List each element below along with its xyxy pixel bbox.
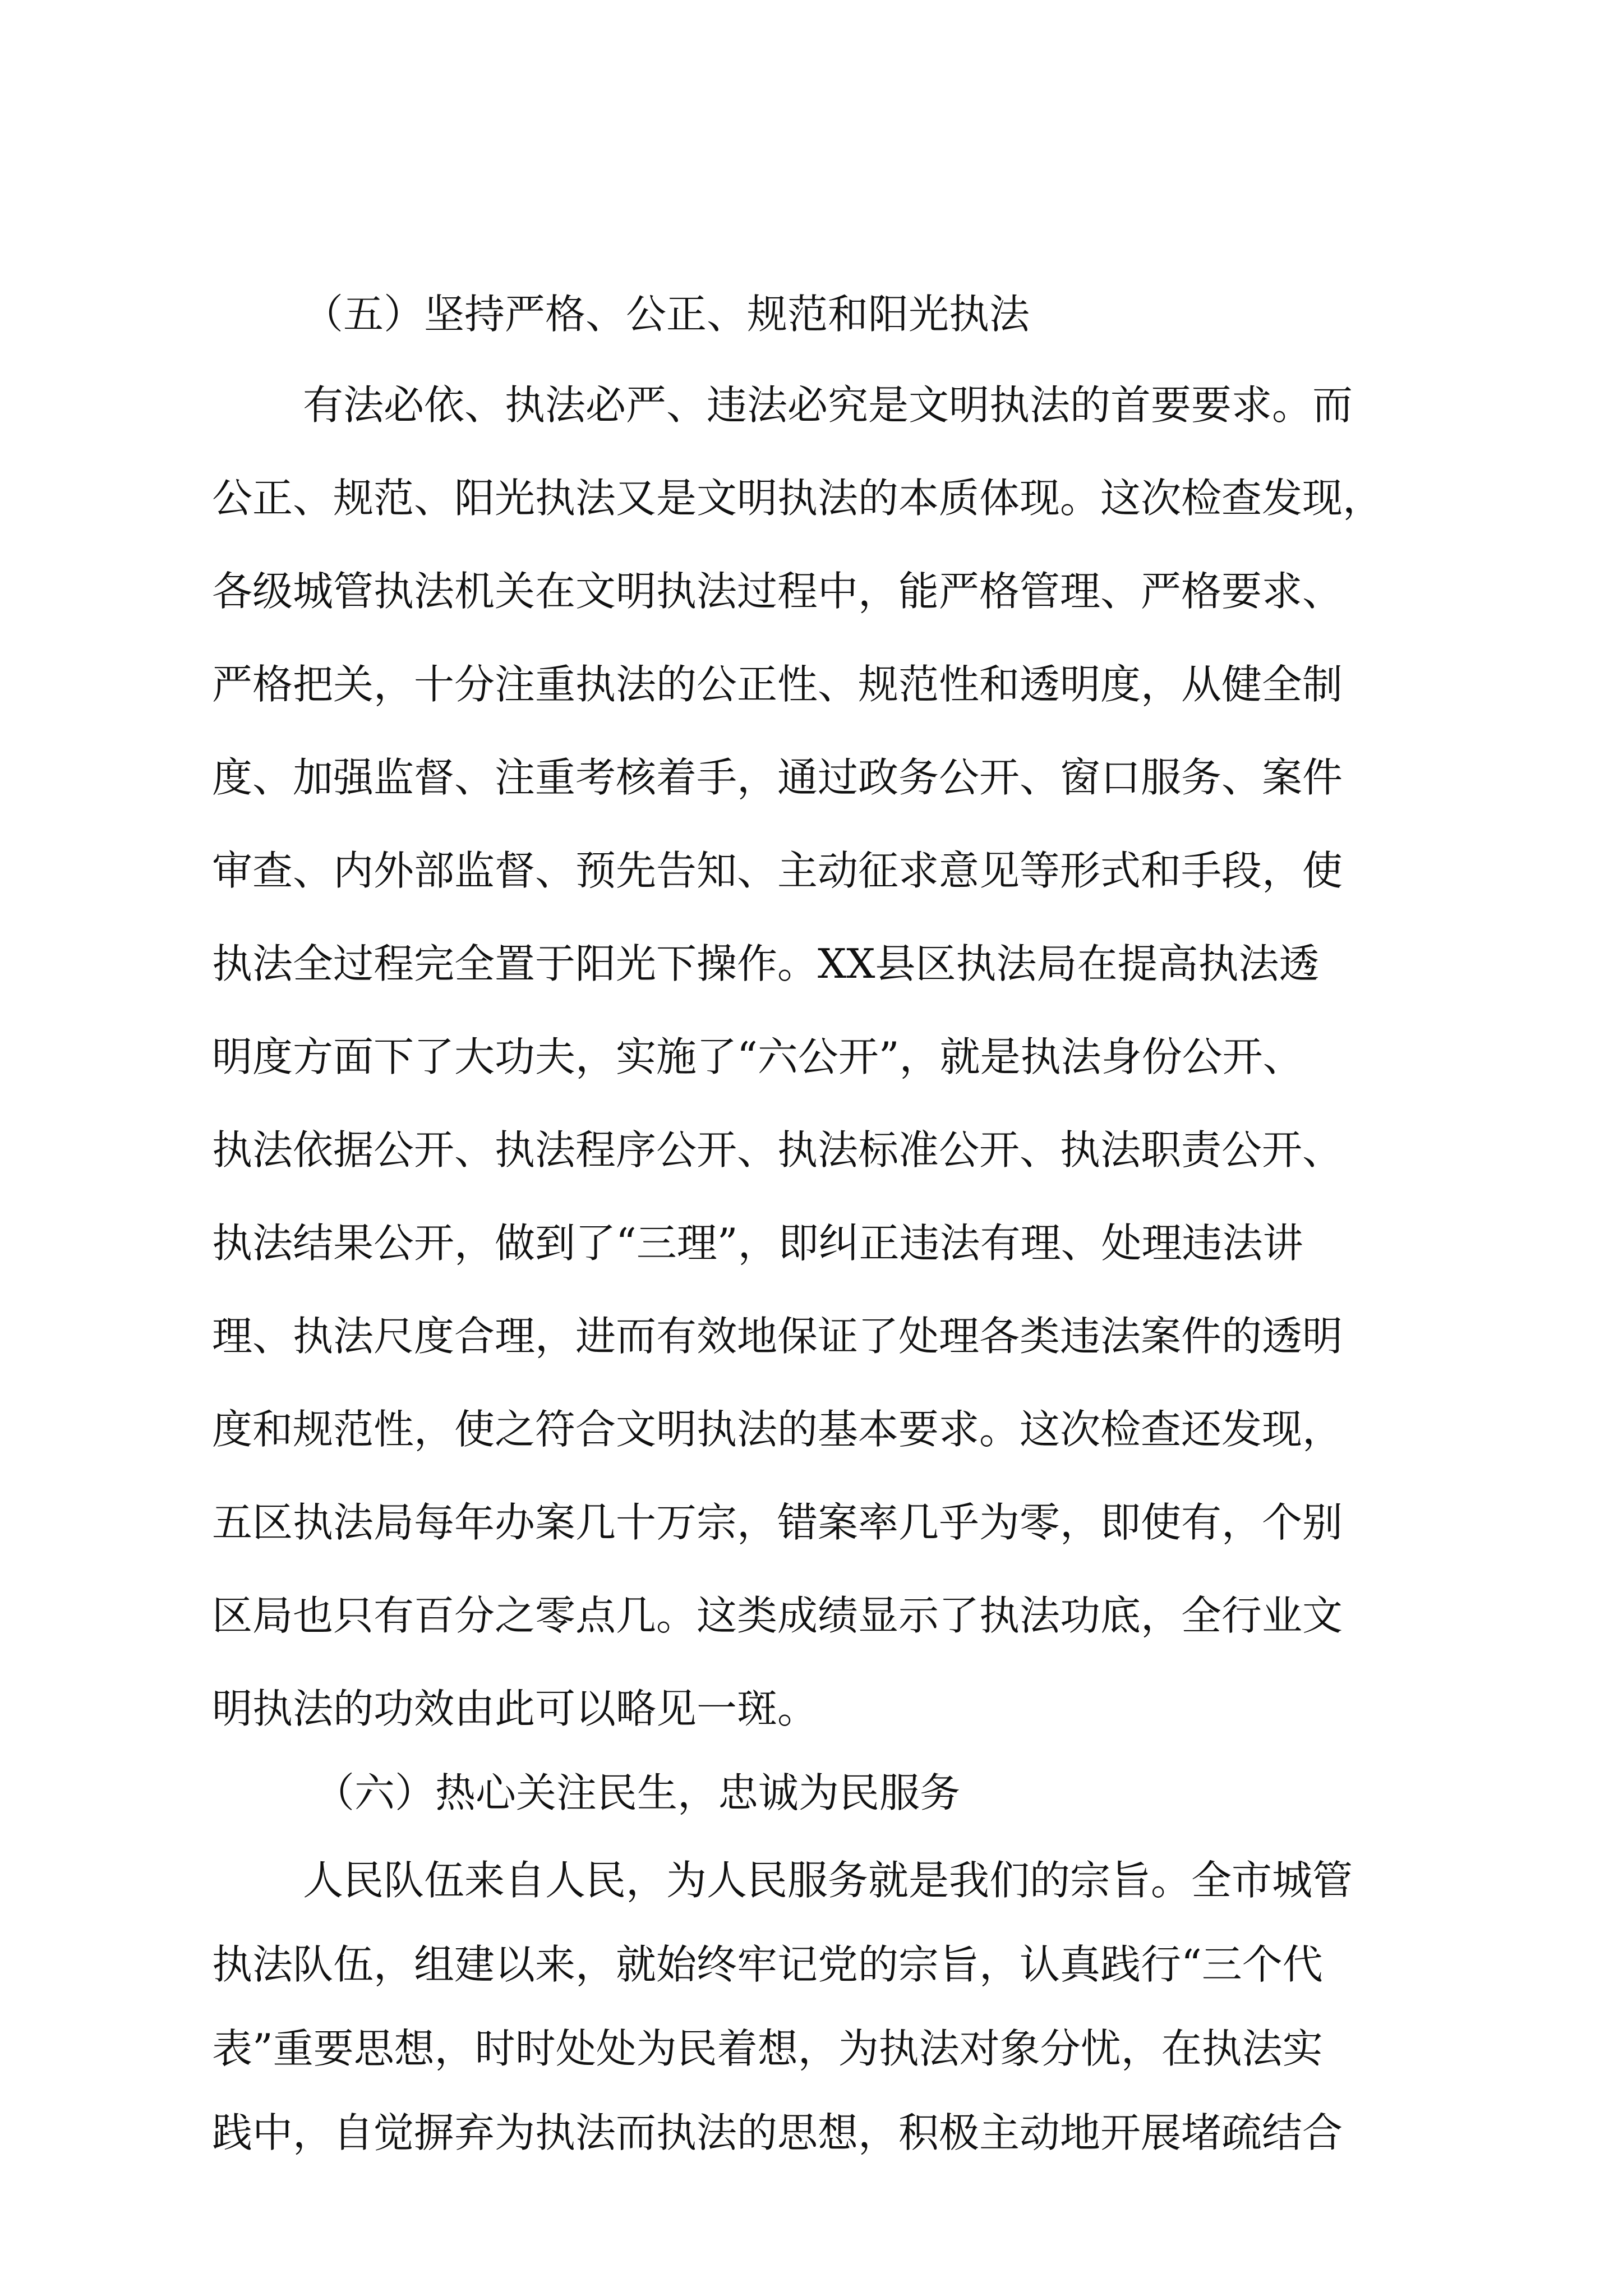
paragraph-line: 各级城管执法机关在文明执法过程中，能严格管理、严格要求、 bbox=[212, 568, 1343, 615]
paragraph-line: 明执法的功效由此可以略见一斑。 bbox=[212, 1685, 818, 1732]
paragraph-line: 五区执法局每年办案几十万宗，错案率几乎为零，即使有，个别 bbox=[212, 1499, 1343, 1546]
paragraph-line: 执法结果公开，做到了“三理”，即纠正违法有理、处理违法讲 bbox=[212, 1220, 1303, 1267]
section-heading-six: （六）热心关注民生，忠诚为民服务 bbox=[314, 1769, 961, 1816]
paragraph-line: 度、加强监督、注重考核着手，通过政务公开、窗口服务、案件 bbox=[212, 754, 1343, 801]
paragraph-line: 执法队伍，组建以来，就始终牢记党的宗旨，认真践行“三个代 bbox=[212, 1941, 1323, 1988]
paragraph-line: 区局也只有百分之零点几。这类成绩显示了执法功底，全行业文 bbox=[212, 1592, 1343, 1639]
paragraph-line: 有法必依、执法必严、违法必究是文明执法的首要要求。而 bbox=[303, 381, 1353, 429]
paragraph-line: 人民队伍来自人民，为人民服务就是我们的宗旨。全市城管 bbox=[303, 1857, 1353, 1904]
paragraph-line: 严格把关，十分注重执法的公正性、规范性和透明度，从健全制 bbox=[212, 661, 1343, 708]
paragraph-line: 理、执法尺度合理，进而有效地保证了处理各类违法案件的透明 bbox=[212, 1313, 1343, 1360]
paragraph-line: 审查、内外部监督、预先告知、主动征求意见等形式和手段，使 bbox=[212, 847, 1343, 894]
section-heading-five: （五）坚持严格、公正、规范和阳光执法 bbox=[303, 291, 1030, 338]
paragraph-line: 明度方面下了大功夫，实施了“六公开”，就是执法身份公开、 bbox=[212, 1033, 1303, 1080]
paragraph-line: 公正、规范、阳光执法又是文明执法的本质体现。这次检查发现， bbox=[212, 475, 1384, 522]
paragraph-line: 表”重要思想，时时处处为民着想，为执法对象分忧，在执法实 bbox=[212, 2025, 1323, 2072]
paragraph-line: 度和规范性，使之符合文明执法的基本要求。这次检查还发现， bbox=[212, 1406, 1343, 1453]
paragraph-line: 践中，自觉摒弃为执法而执法的思想，积极主动地开展堵疏结合 bbox=[212, 2109, 1343, 2156]
paragraph-line: 执法依据公开、执法程序公开、执法标准公开、执法职责公开、 bbox=[212, 1126, 1343, 1174]
paragraph-line: 执法全过程完全置于阳光下操作。XX县区执法局在提高执法透 bbox=[212, 940, 1320, 987]
